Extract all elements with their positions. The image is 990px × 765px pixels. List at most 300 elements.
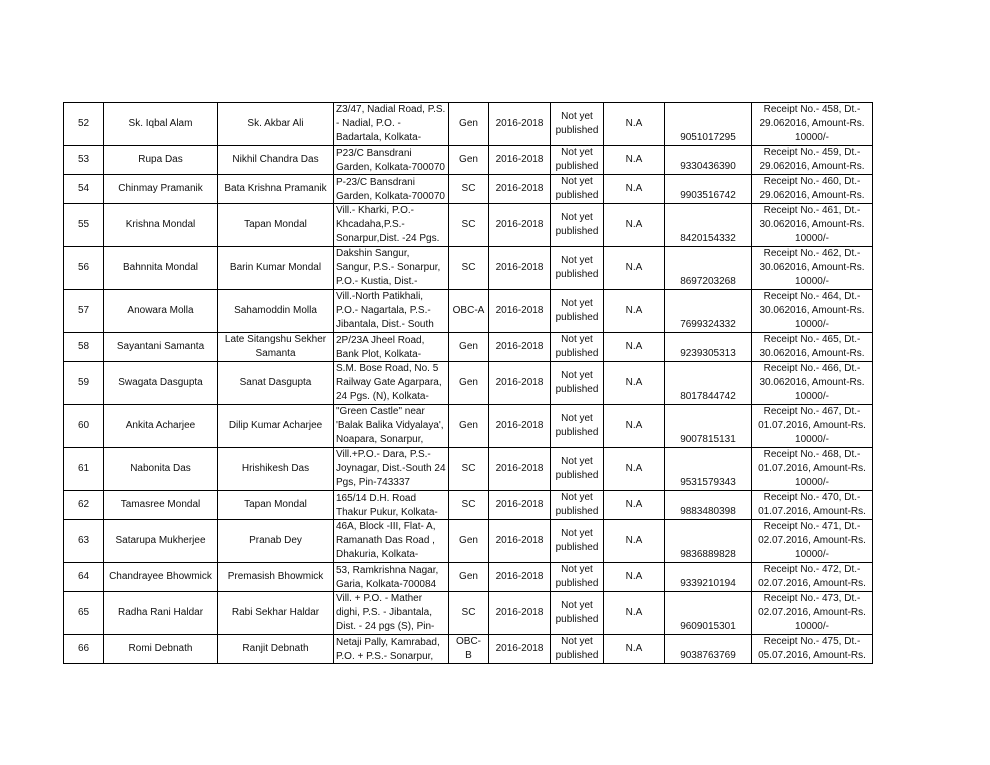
marks-cell bbox=[604, 405, 665, 448]
category-cell bbox=[449, 247, 489, 290]
serial-number-cell bbox=[64, 362, 104, 405]
phone-number-cell bbox=[665, 247, 752, 290]
address-cell-text: P-23/C Bansdrani Garden, Kolkata-700070 bbox=[336, 176, 445, 202]
candidate-name-cell bbox=[104, 448, 218, 491]
candidate-name-cell bbox=[104, 405, 218, 448]
marks-cell-text: N.A bbox=[625, 643, 643, 654]
marks-cell bbox=[604, 204, 665, 247]
result-status-cell-text: Not yet published bbox=[555, 147, 599, 172]
category-cell bbox=[449, 175, 489, 204]
receipt-details-cell-text: Receipt No.- 467, Dt.- 01.07.2016, Amount-Rs. 10000/- bbox=[758, 406, 866, 445]
phone-number-cell-text: 9836889828 bbox=[680, 549, 736, 560]
candidate-name-cell bbox=[104, 204, 218, 247]
result-status-cell bbox=[551, 592, 604, 635]
session-cell bbox=[489, 175, 551, 204]
candidate-name-cell-text: Chinmay Pramanik bbox=[118, 183, 203, 194]
father-name-cell bbox=[218, 146, 334, 175]
marks-cell-text: N.A bbox=[625, 499, 643, 510]
session-cell-text: 2016-2018 bbox=[495, 154, 544, 165]
candidate-name-cell-text: Anowara Molla bbox=[127, 305, 194, 316]
category-cell bbox=[449, 146, 489, 175]
receipt-details-cell-text: Receipt No.- 473, Dt.- 02.07.2016, Amount-Rs. 10000/- bbox=[758, 593, 866, 632]
candidate-name-cell bbox=[104, 635, 218, 664]
session-cell-text: 2016-2018 bbox=[495, 341, 544, 352]
receipt-details-cell bbox=[752, 146, 873, 175]
address-cell bbox=[334, 448, 449, 491]
address-cell bbox=[334, 175, 449, 204]
result-status-cell bbox=[551, 448, 604, 491]
category-cell bbox=[449, 204, 489, 247]
table-row bbox=[64, 520, 873, 563]
candidate-name-cell bbox=[104, 520, 218, 563]
receipt-details-cell-text: Receipt No.- 471, Dt.- 02.07.2016, Amount-Rs. 10000/- bbox=[758, 521, 866, 560]
address-cell-text: "Green Castle" near 'Balak Balika Vidyalaya', Noapara, Sonarpur, bbox=[336, 406, 444, 445]
marks-cell-text: N.A bbox=[625, 377, 643, 388]
serial-number-cell-text: 61 bbox=[77, 463, 90, 474]
candidate-name-cell bbox=[104, 247, 218, 290]
phone-number-cell-text: 9609015301 bbox=[680, 621, 736, 632]
receipt-details-cell-text: Receipt No.- 459, Dt.- 29.062016, Amount-Rs. bbox=[759, 147, 865, 172]
session-cell-text: 2016-2018 bbox=[495, 305, 544, 316]
result-status-cell bbox=[551, 204, 604, 247]
receipt-details-cell bbox=[752, 491, 873, 520]
session-cell-text: 2016-2018 bbox=[495, 420, 544, 431]
result-status-cell bbox=[551, 405, 604, 448]
category-cell-text: Gen bbox=[459, 341, 478, 352]
phone-number-cell bbox=[665, 563, 752, 592]
result-status-cell bbox=[551, 290, 604, 333]
category-cell-text: OBC- B bbox=[456, 636, 481, 661]
table-row bbox=[64, 247, 873, 290]
candidate-name-cell bbox=[104, 592, 218, 635]
candidate-name-cell bbox=[104, 362, 218, 405]
receipt-details-cell-text: Receipt No.- 465, Dt.- 30.062016, Amount-Rs. bbox=[759, 334, 865, 359]
table-row bbox=[64, 362, 873, 405]
phone-number-cell-text: 9531579343 bbox=[680, 477, 736, 488]
category-cell-text: SC bbox=[461, 183, 476, 194]
receipt-details-cell bbox=[752, 175, 873, 204]
session-cell bbox=[489, 333, 551, 362]
marks-cell bbox=[604, 362, 665, 405]
father-name-cell bbox=[218, 175, 334, 204]
serial-number-cell-text: 63 bbox=[77, 535, 90, 546]
session-cell-text: 2016-2018 bbox=[495, 499, 544, 510]
session-cell-text: 2016-2018 bbox=[495, 643, 544, 654]
father-name-cell-text: Dilip Kumar Acharjee bbox=[228, 420, 323, 431]
address-cell-text: 46A, Block -III, Flat- A, Ramanath Das Road , Dhakuria, Kolkata- bbox=[336, 521, 436, 560]
phone-number-cell-text: 8697203268 bbox=[680, 276, 736, 287]
marks-cell bbox=[604, 491, 665, 520]
address-cell bbox=[334, 405, 449, 448]
category-cell bbox=[449, 592, 489, 635]
serial-number-cell bbox=[64, 204, 104, 247]
category-cell bbox=[449, 491, 489, 520]
category-cell-text: Gen bbox=[459, 535, 478, 546]
receipt-details-cell-text: Receipt No.- 470, Dt.- 01.07.2016, Amount-Rs. bbox=[758, 492, 866, 517]
category-cell bbox=[449, 290, 489, 333]
receipt-details-cell bbox=[752, 333, 873, 362]
serial-number-cell bbox=[64, 103, 104, 146]
phone-number-cell bbox=[665, 362, 752, 405]
result-status-cell-text: Not yet published bbox=[555, 212, 599, 237]
address-cell-text: Vill. + P.O. - Mather dighi, P.S. - Jibantala, Dist. - 24 pgs (S), Pin- bbox=[336, 593, 435, 632]
marks-cell bbox=[604, 520, 665, 563]
father-name-cell-text: Sahamoddin Molla bbox=[234, 305, 317, 316]
result-status-cell bbox=[551, 175, 604, 204]
candidate-name-cell-text: Romi Debnath bbox=[128, 643, 193, 654]
marks-cell bbox=[604, 592, 665, 635]
serial-number-cell-text: 65 bbox=[77, 607, 90, 618]
table-row bbox=[64, 146, 873, 175]
table-body bbox=[64, 103, 873, 664]
category-cell bbox=[449, 448, 489, 491]
receipt-details-cell bbox=[752, 103, 873, 146]
marks-cell bbox=[604, 448, 665, 491]
candidate-name-cell-text: Swagata Dasgupta bbox=[118, 377, 203, 388]
phone-number-cell-text: 9339210194 bbox=[680, 578, 736, 589]
candidate-name-cell bbox=[104, 146, 218, 175]
receipt-details-cell-text: Receipt No.- 458, Dt.- 29.062016, Amount-Rs. 10000/- bbox=[759, 104, 865, 143]
receipt-details-cell bbox=[752, 448, 873, 491]
phone-number-cell bbox=[665, 146, 752, 175]
result-status-cell-text: Not yet published bbox=[555, 528, 599, 553]
marks-cell-text: N.A bbox=[625, 154, 643, 165]
phone-number-cell bbox=[665, 103, 752, 146]
table-row bbox=[64, 103, 873, 146]
marks-cell-text: N.A bbox=[625, 607, 643, 618]
candidate-name-cell-text: Satarupa Mukherjee bbox=[115, 535, 206, 546]
result-status-cell bbox=[551, 247, 604, 290]
candidate-name-cell-text: Nabonita Das bbox=[130, 463, 191, 474]
category-cell-text: Gen bbox=[459, 420, 478, 431]
result-status-cell bbox=[551, 635, 604, 664]
father-name-cell-text: Sanat Dasgupta bbox=[239, 377, 312, 388]
father-name-cell bbox=[218, 635, 334, 664]
serial-number-cell bbox=[64, 520, 104, 563]
table-row bbox=[64, 333, 873, 362]
admission-records-table bbox=[63, 102, 873, 664]
candidate-name-cell bbox=[104, 290, 218, 333]
address-cell-text: Z3/47, Nadial Road, P.S. - Nadial, P.O. - Badartala, Kolkata- bbox=[336, 104, 446, 143]
phone-number-cell-text: 9330436390 bbox=[680, 161, 736, 172]
marks-cell-text: N.A bbox=[625, 571, 643, 582]
result-status-cell-text: Not yet published bbox=[555, 600, 599, 625]
father-name-cell bbox=[218, 247, 334, 290]
serial-number-cell-text: 64 bbox=[77, 571, 90, 582]
father-name-cell-text: Rabi Sekhar Haldar bbox=[231, 607, 320, 618]
result-status-cell-text: Not yet published bbox=[555, 413, 599, 438]
result-status-cell-text: Not yet published bbox=[555, 636, 599, 661]
father-name-cell bbox=[218, 563, 334, 592]
candidate-name-cell-text: Bahnnita Mondal bbox=[122, 262, 199, 273]
candidate-name-cell-text: Krishna Mondal bbox=[125, 219, 196, 230]
phone-number-cell-text: 8017844742 bbox=[680, 391, 736, 402]
father-name-cell-text: Ranjit Debnath bbox=[242, 643, 309, 654]
serial-number-cell-text: 66 bbox=[77, 643, 90, 654]
receipt-details-cell-text: Receipt No.- 464, Dt.- 30.062016, Amount-Rs. 10000/- bbox=[759, 291, 865, 330]
session-cell-text: 2016-2018 bbox=[495, 377, 544, 388]
serial-number-cell-text: 57 bbox=[77, 305, 90, 316]
father-name-cell bbox=[218, 448, 334, 491]
serial-number-cell bbox=[64, 333, 104, 362]
father-name-cell bbox=[218, 204, 334, 247]
category-cell bbox=[449, 520, 489, 563]
result-status-cell bbox=[551, 103, 604, 146]
serial-number-cell bbox=[64, 491, 104, 520]
father-name-cell-text: Hrishikesh Das bbox=[241, 463, 310, 474]
receipt-details-cell bbox=[752, 635, 873, 664]
marks-cell bbox=[604, 146, 665, 175]
category-cell-text: Gen bbox=[459, 571, 478, 582]
receipt-details-cell bbox=[752, 592, 873, 635]
receipt-details-cell bbox=[752, 290, 873, 333]
address-cell-text: S.M. Bose Road, No. 5 Railway Gate Agarpara, 24 Pgs. (N), Kolkata- bbox=[336, 363, 442, 402]
phone-number-cell-text: 8420154332 bbox=[680, 233, 736, 244]
father-name-cell-text: Tapan Mondal bbox=[244, 499, 307, 510]
candidate-name-cell bbox=[104, 175, 218, 204]
result-status-cell-text: Not yet published bbox=[555, 370, 599, 395]
receipt-details-cell-text: Receipt No.- 460, Dt.- 29.062016, Amount-Rs. bbox=[759, 176, 865, 201]
address-cell bbox=[334, 247, 449, 290]
father-name-cell bbox=[218, 405, 334, 448]
address-cell bbox=[334, 103, 449, 146]
phone-number-cell-text: 9051017295 bbox=[680, 132, 736, 143]
result-status-cell-text: Not yet published bbox=[555, 492, 599, 517]
phone-number-cell-text: 9038763769 bbox=[680, 650, 736, 661]
serial-number-cell bbox=[64, 448, 104, 491]
address-cell-text: Vill.-North Patikhali, P.O.- Nagartala, P.S.-Jibantala, Dist.- South bbox=[336, 291, 434, 330]
session-cell-text: 2016-2018 bbox=[495, 535, 544, 546]
receipt-details-cell-text: Receipt No.- 466, Dt.- 30.062016, Amount-Rs. 10000/- bbox=[759, 363, 865, 402]
receipt-details-cell bbox=[752, 204, 873, 247]
result-status-cell-text: Not yet published bbox=[555, 255, 599, 280]
receipt-details-cell bbox=[752, 405, 873, 448]
father-name-cell bbox=[218, 362, 334, 405]
session-cell bbox=[489, 635, 551, 664]
marks-cell-text: N.A bbox=[625, 420, 643, 431]
phone-number-cell bbox=[665, 635, 752, 664]
address-cell bbox=[334, 592, 449, 635]
category-cell-text: Gen bbox=[459, 154, 478, 165]
category-cell bbox=[449, 362, 489, 405]
marks-cell-text: N.A bbox=[625, 183, 643, 194]
table-row bbox=[64, 405, 873, 448]
result-status-cell bbox=[551, 146, 604, 175]
receipt-details-cell bbox=[752, 247, 873, 290]
phone-number-cell-text: 9883480398 bbox=[680, 506, 736, 517]
father-name-cell-text: Premasish Bhowmick bbox=[227, 571, 324, 582]
table-row bbox=[64, 491, 873, 520]
marks-cell bbox=[604, 247, 665, 290]
father-name-cell bbox=[218, 520, 334, 563]
marks-cell bbox=[604, 333, 665, 362]
session-cell bbox=[489, 563, 551, 592]
father-name-cell-text: Pranab Dey bbox=[249, 535, 302, 546]
category-cell bbox=[449, 405, 489, 448]
marks-cell bbox=[604, 103, 665, 146]
category-cell-text: SC bbox=[461, 262, 476, 273]
session-cell bbox=[489, 592, 551, 635]
serial-number-cell bbox=[64, 592, 104, 635]
category-cell-text: OBC-A bbox=[452, 305, 485, 316]
receipt-details-cell bbox=[752, 520, 873, 563]
result-status-cell-text: Not yet published bbox=[555, 456, 599, 481]
father-name-cell-text: Nikhil Chandra Das bbox=[232, 154, 319, 165]
serial-number-cell-text: 56 bbox=[77, 262, 90, 273]
candidate-name-cell bbox=[104, 103, 218, 146]
father-name-cell bbox=[218, 333, 334, 362]
marks-cell bbox=[604, 290, 665, 333]
candidate-name-cell bbox=[104, 491, 218, 520]
phone-number-cell-text: 9903516742 bbox=[680, 190, 736, 201]
address-cell-text: 165/14 D.H. Road Thakur Pukur, Kolkata- bbox=[336, 492, 438, 518]
address-cell bbox=[334, 520, 449, 563]
phone-number-cell bbox=[665, 491, 752, 520]
session-cell-text: 2016-2018 bbox=[495, 219, 544, 230]
result-status-cell bbox=[551, 491, 604, 520]
category-cell bbox=[449, 333, 489, 362]
marks-cell bbox=[604, 175, 665, 204]
candidate-name-cell-text: Ankita Acharjee bbox=[125, 420, 196, 431]
phone-number-cell bbox=[665, 175, 752, 204]
address-cell-text: Vill.+P.O.- Dara, P.S.- Joynagar, Dist.-South 24 Pgs, Pin-743337 bbox=[336, 449, 446, 488]
phone-number-cell bbox=[665, 520, 752, 563]
marks-cell bbox=[604, 563, 665, 592]
phone-number-cell bbox=[665, 204, 752, 247]
receipt-details-cell-text: Receipt No.- 468, Dt.- 01.07.2016, Amount-Rs. 10000/- bbox=[758, 449, 866, 488]
marks-cell bbox=[604, 635, 665, 664]
session-cell bbox=[489, 405, 551, 448]
session-cell bbox=[489, 103, 551, 146]
address-cell-text: P23/C Bansdrani Garden, Kolkata-700070 bbox=[336, 147, 445, 173]
candidate-name-cell-text: Sk. Iqbal Alam bbox=[128, 118, 193, 129]
phone-number-cell bbox=[665, 333, 752, 362]
serial-number-cell bbox=[64, 635, 104, 664]
candidate-name-cell-text: Rupa Das bbox=[138, 154, 183, 165]
address-cell bbox=[334, 204, 449, 247]
marks-cell-text: N.A bbox=[625, 118, 643, 129]
result-status-cell-text: Not yet published bbox=[555, 176, 599, 201]
address-cell bbox=[334, 563, 449, 592]
result-status-cell-text: Not yet published bbox=[555, 111, 599, 136]
address-cell bbox=[334, 146, 449, 175]
serial-number-cell-text: 59 bbox=[77, 377, 90, 388]
phone-number-cell bbox=[665, 290, 752, 333]
receipt-details-cell bbox=[752, 362, 873, 405]
session-cell-text: 2016-2018 bbox=[495, 118, 544, 129]
category-cell-text: SC bbox=[461, 499, 476, 510]
serial-number-cell bbox=[64, 146, 104, 175]
category-cell bbox=[449, 635, 489, 664]
result-status-cell-text: Not yet published bbox=[555, 564, 599, 589]
receipt-details-cell-text: Receipt No.- 461, Dt.- 30.062016, Amount-Rs. 10000/- bbox=[759, 205, 865, 244]
serial-number-cell bbox=[64, 290, 104, 333]
category-cell-text: SC bbox=[461, 607, 476, 618]
serial-number-cell bbox=[64, 405, 104, 448]
address-cell bbox=[334, 362, 449, 405]
serial-number-cell-text: 60 bbox=[77, 420, 90, 431]
serial-number-cell bbox=[64, 175, 104, 204]
address-cell bbox=[334, 333, 449, 362]
table-row bbox=[64, 592, 873, 635]
table-row bbox=[64, 448, 873, 491]
result-status-cell bbox=[551, 333, 604, 362]
session-cell bbox=[489, 146, 551, 175]
candidate-name-cell-text: Tamasree Mondal bbox=[120, 499, 201, 510]
result-status-cell bbox=[551, 520, 604, 563]
category-cell-text: Gen bbox=[459, 377, 478, 388]
address-cell bbox=[334, 491, 449, 520]
father-name-cell-text: Tapan Mondal bbox=[244, 219, 307, 230]
category-cell bbox=[449, 563, 489, 592]
address-cell-text: Dakshin Sangur, Sangur, P.S.- Sonarpur, P.O.- Kustia, Dist.- bbox=[336, 248, 441, 287]
father-name-cell bbox=[218, 592, 334, 635]
marks-cell-text: N.A bbox=[625, 305, 643, 316]
receipt-details-cell-text: Receipt No.- 462, Dt.- 30.062016, Amount-Rs. 10000/- bbox=[759, 248, 865, 287]
serial-number-cell-text: 52 bbox=[77, 118, 90, 129]
candidate-name-cell-text: Chandrayee Bhowmick bbox=[109, 571, 212, 582]
table-row bbox=[64, 290, 873, 333]
marks-cell-text: N.A bbox=[625, 262, 643, 273]
table-row bbox=[64, 635, 873, 664]
father-name-cell bbox=[218, 491, 334, 520]
result-status-cell-text: Not yet published bbox=[555, 334, 599, 359]
candidate-name-cell-text: Sayantani Samanta bbox=[116, 341, 205, 352]
address-cell-text: Vill.- Kharki, P.O.- Khcadaha,P.S.- Sonarpur,Dist. -24 Pgs. bbox=[336, 205, 440, 244]
phone-number-cell-text: 9007815131 bbox=[680, 434, 736, 445]
serial-number-cell-text: 55 bbox=[77, 219, 90, 230]
father-name-cell-text: Late Sitangshu Sekher Samanta bbox=[224, 334, 327, 359]
session-cell-text: 2016-2018 bbox=[495, 463, 544, 474]
father-name-cell bbox=[218, 290, 334, 333]
session-cell-text: 2016-2018 bbox=[495, 183, 544, 194]
receipt-details-cell bbox=[752, 563, 873, 592]
serial-number-cell bbox=[64, 247, 104, 290]
marks-cell-text: N.A bbox=[625, 341, 643, 352]
table-row bbox=[64, 175, 873, 204]
session-cell bbox=[489, 362, 551, 405]
serial-number-cell-text: 53 bbox=[77, 154, 90, 165]
session-cell-text: 2016-2018 bbox=[495, 262, 544, 273]
category-cell-text: SC bbox=[461, 463, 476, 474]
address-cell-text: Netaji Pally, Kamrabad, P.O. + P.S.- Sonarpur, bbox=[336, 636, 440, 662]
session-cell bbox=[489, 491, 551, 520]
result-status-cell bbox=[551, 563, 604, 592]
marks-cell-text: N.A bbox=[625, 535, 643, 546]
table-row bbox=[64, 563, 873, 592]
session-cell bbox=[489, 247, 551, 290]
serial-number-cell-text: 58 bbox=[77, 341, 90, 352]
result-status-cell-text: Not yet published bbox=[555, 298, 599, 323]
session-cell bbox=[489, 204, 551, 247]
serial-number-cell-text: 62 bbox=[77, 499, 90, 510]
candidate-name-cell bbox=[104, 563, 218, 592]
marks-cell-text: N.A bbox=[625, 463, 643, 474]
session-cell bbox=[489, 290, 551, 333]
phone-number-cell bbox=[665, 592, 752, 635]
marks-cell-text: N.A bbox=[625, 219, 643, 230]
receipt-details-cell-text: Receipt No.- 475, Dt.- 05.07.2016, Amount-Rs. bbox=[758, 636, 866, 661]
father-name-cell-text: Barin Kumar Mondal bbox=[229, 262, 322, 273]
address-cell-text: 2P/23A Jheel Road, Bank Plot, Kolkata- bbox=[336, 334, 425, 360]
category-cell-text: Gen bbox=[459, 118, 478, 129]
category-cell bbox=[449, 103, 489, 146]
address-cell-text: 53, Ramkrishna Nagar, Garia, Kolkata-700084 bbox=[336, 564, 439, 590]
phone-number-cell bbox=[665, 405, 752, 448]
receipt-details-cell-text: Receipt No.- 472, Dt.- 02.07.2016, Amount-Rs. bbox=[758, 564, 866, 589]
address-cell bbox=[334, 290, 449, 333]
phone-number-cell-text: 7699324332 bbox=[680, 319, 736, 330]
